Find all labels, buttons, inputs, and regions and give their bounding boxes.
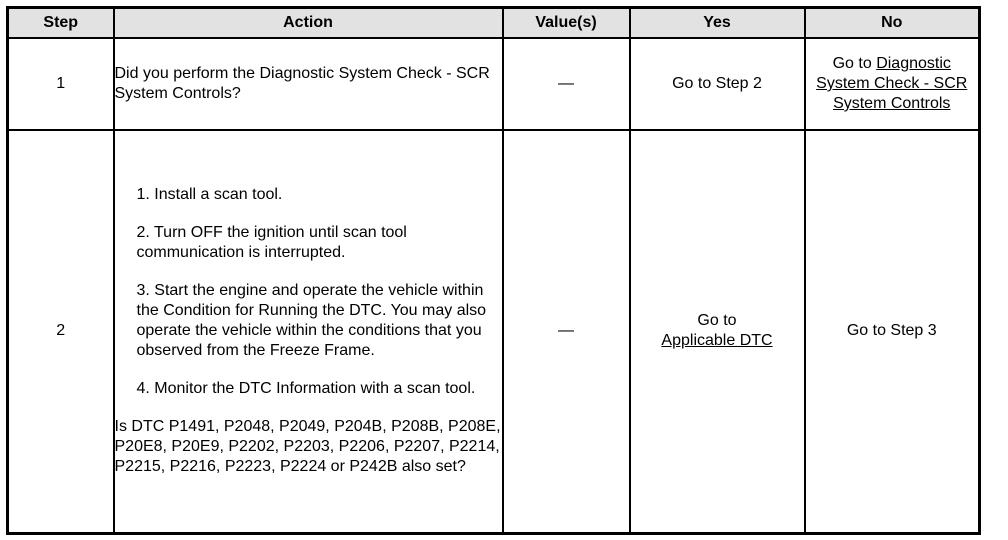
no-cell: Go to Step 3	[805, 130, 980, 533]
action-item: 2. Turn OFF the ignition until scan tool communication is interrupted.	[136, 224, 407, 262]
value-cell: —	[503, 38, 630, 130]
header-row	[8, 8, 980, 39]
no-cell	[805, 38, 980, 130]
action-item: 1. Install a scan tool.	[136, 186, 283, 204]
applicable-dtc-link[interactable]: Applicable DTC	[661, 332, 773, 350]
yes-cell: Go to Step 2	[630, 38, 805, 130]
header-step: Step	[8, 8, 114, 39]
table-row	[8, 38, 980, 130]
diagnostic-system-check-link[interactable]: Diagnostic System Check - SCR System Controls	[816, 55, 968, 112]
action-text: Did you perform the Diagnostic System Check - SCR System Controls?	[114, 38, 503, 130]
value-cell: —	[503, 130, 630, 533]
yes-cell	[630, 130, 805, 533]
table-row	[8, 130, 980, 533]
no-prefix: Go to	[832, 55, 877, 72]
step-number: 1	[8, 38, 114, 130]
diagnostic-table	[6, 6, 981, 535]
yes-prefix: Go to	[697, 312, 737, 330]
action-question: Is DTC P1491, P2048, P2049, P204B, P208B, P208E, P20E8, P20E9, P2202, P2203, P2206, P2207, P2214, P2215, P2216, P2223, P2224 or P242B also set?	[114, 418, 501, 476]
header-action: Action	[114, 8, 503, 39]
action-item: 4. Monitor the DTC Information with a scan tool.	[136, 380, 476, 398]
action-item: 3. Start the engine and operate the vehicle within the Condition for Running the DTC. You may also operate the vehicle within the conditions that you observed from the Freeze Frame.	[136, 282, 487, 360]
step-number: 2	[8, 130, 114, 533]
header-yes: Yes	[630, 8, 805, 39]
header-no: No	[805, 8, 980, 39]
action-cell	[114, 130, 503, 533]
header-values: Value(s)	[503, 8, 630, 39]
